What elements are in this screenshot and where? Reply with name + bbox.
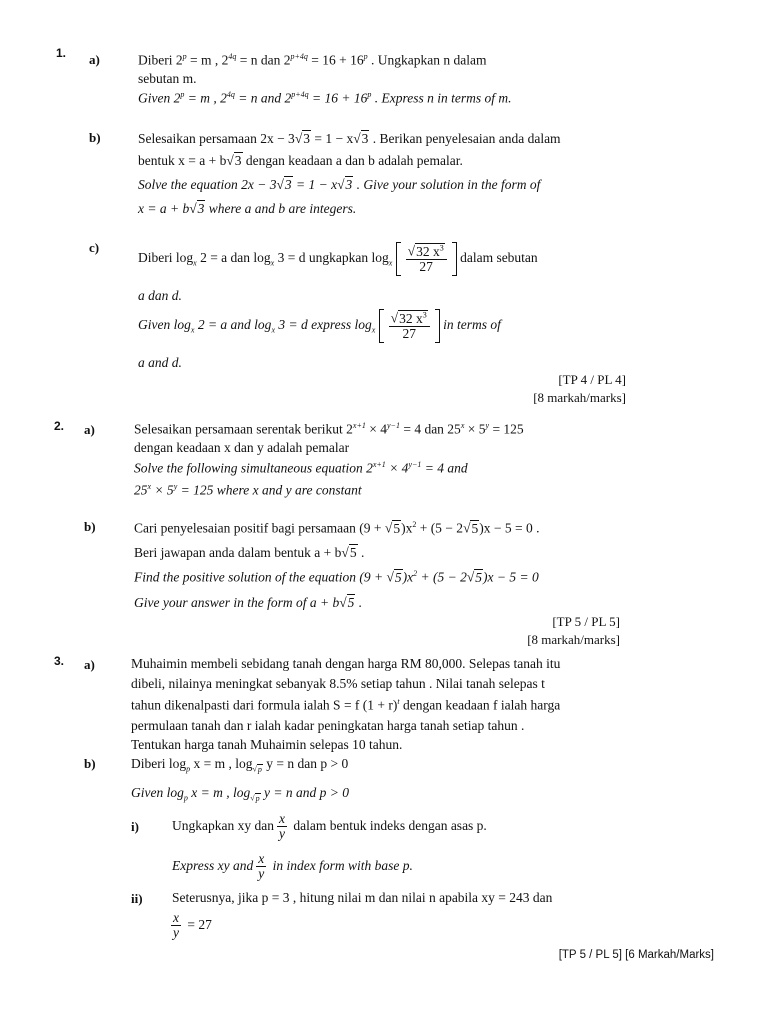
q3b-ii-line1: Seterusnya, jika p = 3 , hitung nilai m dan nilai n apabila xy = 243 dan — [172, 890, 553, 905]
q1b-label: b) — [89, 130, 101, 145]
q3a-line4: permulaan tanah dan r ialah kadar peningkatan harga tanah setiap tahun . — [131, 718, 525, 733]
q3b-i-label: i) — [131, 819, 139, 834]
q3a-line2: dibeli, nilainya meningkat sebanyak 8.5% setiap tahun . Nilai tanah selepas t — [131, 676, 545, 691]
q3b-ii-line2: $\frac{x}{y}$ = 27 — [173, 910, 212, 941]
q1b-malay-line1: Selesaikan persamaan 2x − 3√3 = 1 − x√3 . Berikan penyelesaian anda dalam — [138, 131, 561, 146]
q3b-label: b) — [84, 756, 96, 771]
q2b-label: b) — [84, 519, 96, 534]
q2a-english-line2: $25^x \times 5^y = 125$ where x and y are constant — [134, 482, 362, 498]
q3a-line1: Muhaimin membeli sebidang tanah dengan harga RM 80,000. Selepas tanah itu — [131, 656, 561, 671]
q1c-malay-line2: a dan d. — [138, 288, 182, 303]
q3b-i-malay-line: Ungkapkan xy dan $\frac{x}{y}$ dalam bentuk indeks dengan asas p. — [172, 811, 487, 842]
question-number-2: 2. — [54, 419, 65, 433]
q1c-label: c) — [89, 240, 100, 255]
q2b-malay-line1: Cari penyelesaian positif bagi persamaan $(9 + √5)x^2 + (5 - 2√5)x - 5 = 0$ . — [134, 520, 540, 536]
q1a-malay-line1: Diberi $2^p = m$ , $2^{4q} = n$ dan $2^{p+4q} = 16 + 16^p$ . Ungkapkan n dalam — [138, 52, 487, 68]
q2b-malay-line2: Beri jawapan anda dalam bentuk a + b√5 . — [134, 545, 365, 560]
q1-marks: [8 markah/marks] — [533, 390, 626, 405]
q2b-english-line2: Give your answer in the form of a + b√5 . — [134, 595, 363, 610]
q1c-malay-log-argument: $\frac{√32 x^3}{27}$ — [396, 242, 457, 276]
q3b-ii-label: ii) — [131, 891, 143, 906]
q2a-english-line1: Solve the following simultaneous equation $2^{x+1} \times 4^{y-1} = 4$ and — [134, 460, 468, 476]
q2a-malay-line2: dengan keadaan x dan y adalah pemalar — [134, 440, 350, 455]
q1b-english-line1: Solve the equation 2x − 3√3 = 1 − x√3 . Give your solution in the form of — [138, 177, 541, 192]
question-number-3: 3. — [54, 654, 65, 668]
q1c-english-line2: a and d. — [138, 355, 182, 370]
q3a-line5: Tentukan harga tanah Muhaimin selepas 10 tahun. — [131, 737, 403, 752]
q1c-malay-line1: Diberi $\log_x 2 = a$ dan $\log_x 3 = d$ ungkapkan $\log_x$ $\frac{√32 x^3}{27}$ dalam sebutan — [138, 242, 538, 276]
q1-tp-level: [TP 4 / PL 4] — [558, 372, 626, 387]
question-number-1: 1. — [56, 46, 67, 60]
q3b-i-english-line: Express xy and $\frac{x}{y}$ in index form with base p. — [172, 851, 413, 882]
q2a-label: a) — [84, 422, 95, 437]
q3b-malay-line: Diberi $\log_p x = m$ , $\log_{√p} y = n$ dan p > 0 — [131, 756, 349, 774]
q1a-malay-line2: sebutan m. — [138, 71, 197, 86]
q2-marks: [8 markah/marks] — [527, 632, 620, 647]
q3a-label: a) — [84, 657, 95, 672]
q3a-line3: tahun dikenalpasti dari formula ialah S = f $(1 + r)^t$ dengan keadaan f ialah harga — [131, 697, 561, 713]
q2a-malay-line1: Selesaikan persamaan serentak berikut $2^{x+1} \times 4^{y-1} = 4$ dan $25^x \times 5^y = 125$ — [134, 421, 524, 437]
q3b-english-line: Given $\log_p x = m$ , $\log_{√p} y = n$ and p > 0 — [131, 785, 349, 803]
q1b-english-line2: x = a + b√3 where a and b are integers. — [138, 201, 357, 216]
q1a-english-line: Given $2^p = m$ , $2^{4q} = n$ and $2^{p+4q} = 16 + 16^p$ . Express n in terms of m. — [138, 90, 512, 106]
q3-tp-level-and-marks: [TP 5 / PL 5] [6 Markah/Marks] — [558, 949, 714, 961]
q1c-english-log-argument: $\frac{√32 x^3}{27}$ — [379, 309, 440, 343]
q1c-english-line1: Given $\log_x 2 = a$ and $\log_x 3 = d$ express $\log_x$ $\frac{√32 x^3}{27}$ in terms of — [138, 309, 501, 343]
q1a-label: a) — [89, 52, 100, 67]
q1b-malay-line2: bentuk x = a + b√3 dengan keadaan a dan b adalah pemalar. — [138, 153, 463, 168]
q2-tp-level: [TP 5 / PL 5] — [552, 614, 620, 629]
q2b-english-line1: Find the positive solution of the equation $(9 + √5)x^2 + (5 - 2√5)x - 5 = 0$ — [134, 569, 539, 585]
